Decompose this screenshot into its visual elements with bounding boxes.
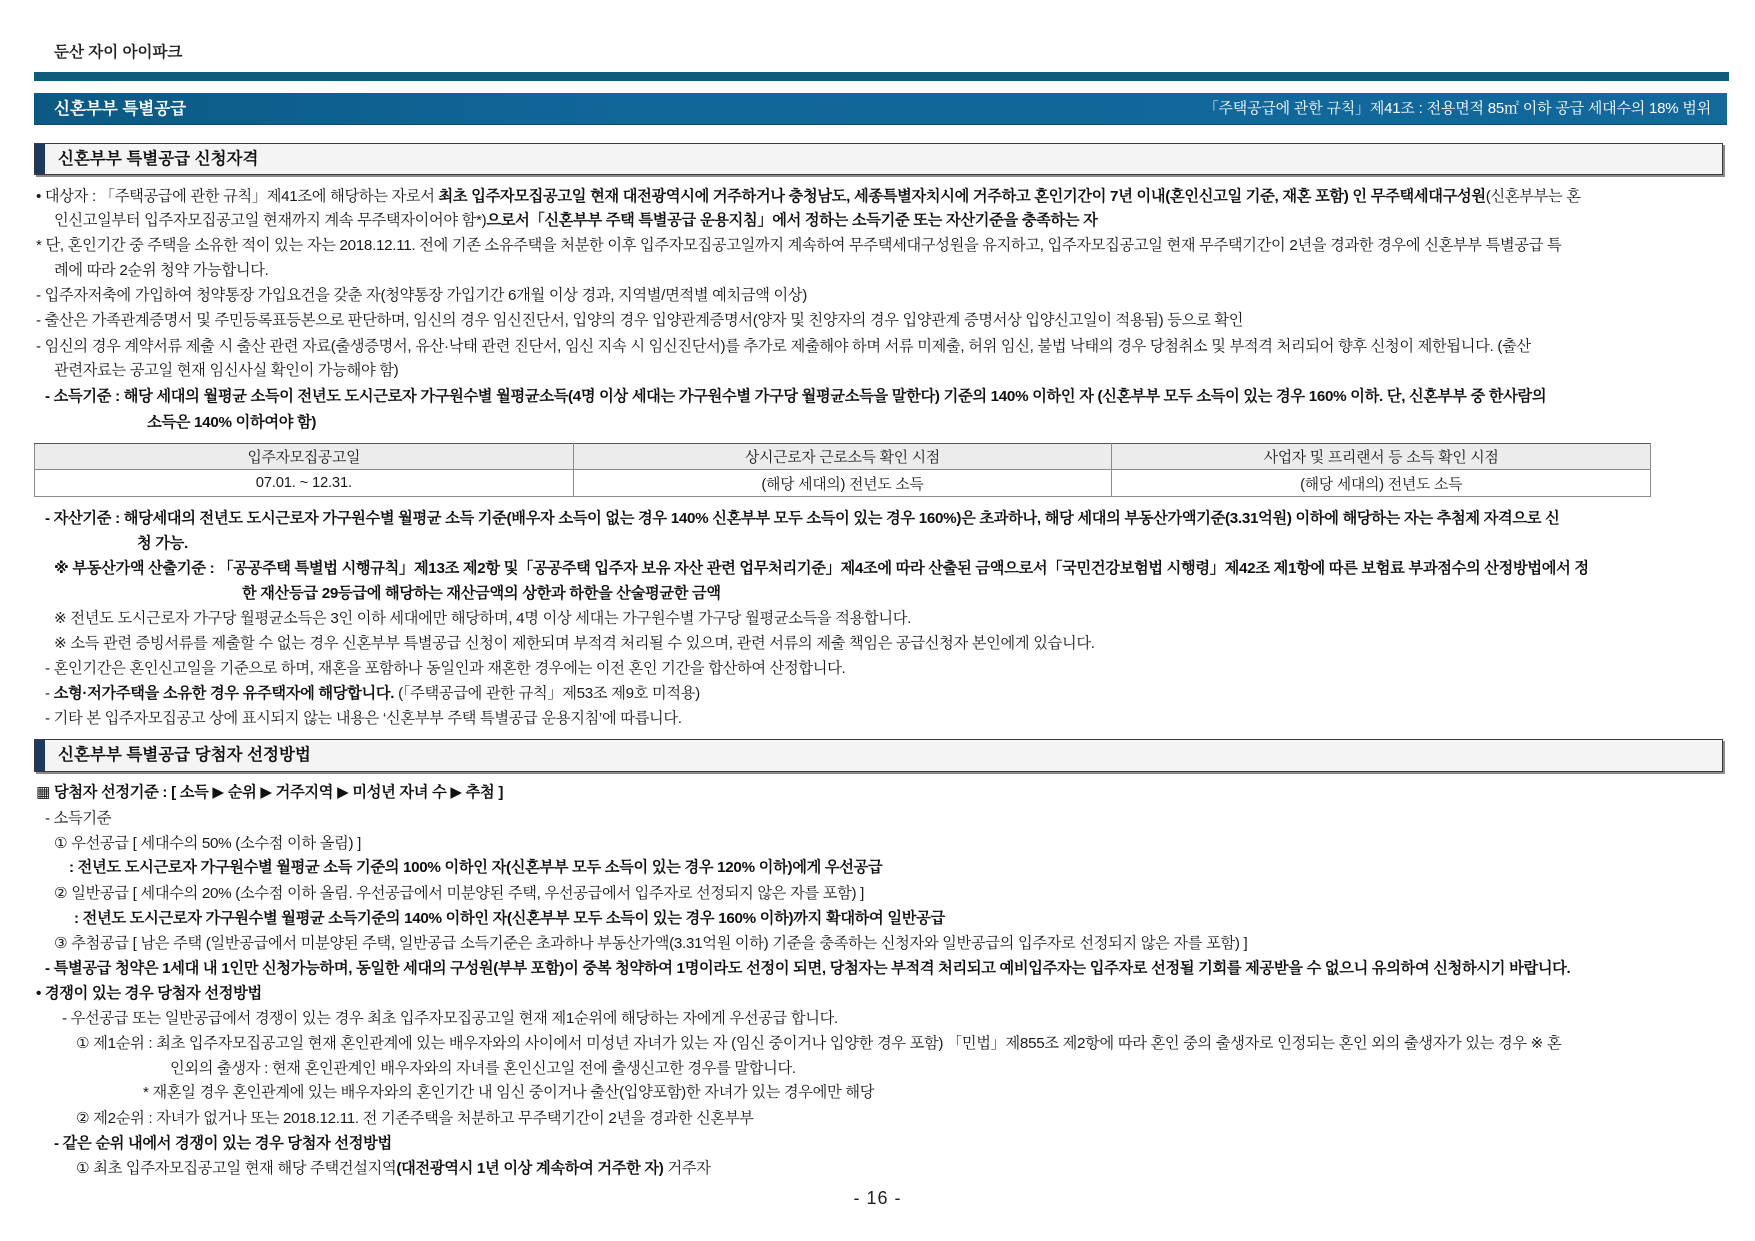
table-row — [35, 470, 1651, 497]
other-guideline-line — [45, 706, 1729, 731]
priority-supply-line — [54, 831, 1729, 856]
table-cell: (해당 세대의) 전년도 소득 — [573, 470, 1112, 497]
text-segment-bold: ▦ 당첨자 선정기준 : [ 소득 ▶ 순위 ▶ 거주지역 ▶ 미성년 자녀 수 ▶ 추첨 ] — [36, 784, 504, 801]
text-segment-bold: : 전년도 도시근로자 가구원수별 월평균 소득 기준의 100% 이하인 자(신혼부부 모두 소득이 있는 경우 120% 이하)에게 우선공급 — [69, 859, 883, 876]
eligibility-line-1 — [36, 184, 1729, 209]
lottery-supply-line — [54, 931, 1729, 956]
table-cell: 07.01. ~ 12.31. — [35, 470, 574, 497]
text-segment-bold: 소득은 140% 이하여야 함) — [147, 414, 317, 431]
text-segment: ② 제2순위 : 자녀가 없거나 또는 2018.12.11. 전 기존주택을 처분하고 무주택기간이 2년을 경과한 신혼부부 — [76, 1110, 754, 1127]
eligibility-heading: 신혼부부 특별공급 신청자격 — [58, 150, 259, 168]
regulation-note: 「주택공급에 관한 규칙」제41조 : 전용면적 85㎡ 이하 공급 세대수의 18% 범위 — [1203, 100, 1711, 117]
text-segment-bold: - 특별공급 청약은 1세대 내 1인만 신청가능하며, 동일한 세대의 구성원(부부 포함)이 중복 청약하여 1명이라도 선정이 되면, 당첨자는 부적격 처리되고 예비입주자는 입주자로 선정될 기회를 제공받을 수 없으니 유의하여 신청하시기 바랍니다. — [45, 960, 1571, 977]
header-rule — [34, 72, 1729, 81]
income-check-table — [34, 443, 1651, 497]
section-title-bar — [34, 93, 1727, 125]
text-segment-bold: 으로서「신혼부부 주택 특별공급 운용지침」에서 정하는 소득기준 또는 자산기준을 충족하는 자 — [486, 212, 1098, 229]
eligibility-line-6 — [36, 308, 1729, 333]
first-rank-line-2 — [170, 1056, 1729, 1081]
text-segment-bold: (대전광역시 1년 이상 계속하여 거주한 자) — [396, 1160, 664, 1177]
selection-criteria-line — [36, 780, 1729, 805]
general-supply-detail-line — [74, 906, 1729, 931]
competition-line-1 — [62, 1006, 1729, 1031]
text-segment-bold: - 같은 순위 내에서 경쟁이 있는 경우 당첨자 선정방법 — [54, 1135, 392, 1152]
text-segment-bold: 소형·저가주택을 소유한 경우 유주택자에 해당합니다. — [53, 685, 395, 702]
income-criteria-line-2 — [147, 410, 1729, 435]
text-segment: * 단, 혼인기간 중 주택을 소유한 적이 있는 자는 2018.12.11. 전에 기존 소유주택을 처분한 이후 입주자모집공고일까지 계속하여 무주택세대구성원을 유지하고, 입주자모집공고일 현재 무주택기간이 2년을 경과한 경우에 신혼부부 특별공급 특 — [36, 237, 1562, 254]
section-title: 신혼부부 특별공급 — [54, 100, 187, 118]
asset-criteria-line-1 — [45, 506, 1729, 531]
eligibility-line-8 — [54, 358, 1729, 383]
property-value-note-line-2 — [242, 581, 1729, 606]
competition-heading-line — [36, 981, 1729, 1006]
heading-accent — [35, 144, 45, 174]
eligibility-line-3 — [36, 233, 1729, 258]
text-segment: - 임신의 경우 계약서류 제출 시 출산 관련 자료(출생증명서, 유산·낙태 관련 진단서, 임신 지속 시 임신진단서)를 추가로 제출해야 하며 서류 미제출, 허위 임신, 불법 낙태의 경우 당첨취소 및 부적격 처리되어 향후 신청이 제한됩니다. (출산 — [36, 338, 1531, 355]
selection-heading: 신혼부부 특별공급 당첨자 선정방법 — [58, 746, 311, 764]
text-segment: 인신고일부터 입주자모집공고일 현재까지 계속 무주택자이어야 함*) — [54, 212, 487, 229]
table-header-cell: 입주자모집공고일 — [35, 444, 574, 470]
eligibility-heading-box — [34, 143, 1723, 175]
text-segment: - 혼인기간은 혼인신고일을 기준으로 하며, 재혼을 포함하나 동일인과 재혼한 경우에는 이전 혼인 기간을 합산하여 산정합니다. — [45, 660, 846, 677]
text-segment-bold: - 자산기준 : 해당세대의 전년도 도시근로자 가구원수별 월평균 소득 기준(배우자 소득이 없는 경우 140% 신혼부부 모두 소득이 있는 경우 160%)은 초과하나, 해당 세대의 부동산가액기준(3.31억원) 이하에 해당하는 자는 추첨제 자격으로 신 — [45, 510, 1560, 527]
eligibility-line-7 — [36, 334, 1729, 359]
same-rank-line-1 — [76, 1156, 1729, 1181]
text-segment-bold: • 경쟁이 있는 경우 당첨자 선정방법 — [36, 985, 262, 1002]
text-segment-bold: - 소득기준 : 해당 세대의 월평균 소득이 전년도 도시근로자 가구원수별 월평균소득(4명 이상 세대는 가구원수별 가구당 월평균소득을 말한다) 기준의 140% 이하인 자 (신혼부부 모두 소득이 있는 경우 160% 이하. 단, 신혼부부 중 한사람의 — [45, 388, 1547, 405]
table-header-cell: 상시근로자 근로소득 확인 시점 — [573, 444, 1112, 470]
same-rank-heading-line — [54, 1131, 1729, 1156]
text-segment-bold: : 전년도 도시근로자 가구원수별 월평균 소득기준의 140% 이하인 자(신혼부부 모두 소득이 있는 경우 160% 이하)까지 확대하여 일반공급 — [74, 910, 945, 927]
selection-line-2 — [45, 806, 1729, 831]
text-segment: 관련자료는 공고일 현재 임신사실 확인이 가능해야 함) — [54, 362, 399, 379]
text-segment: - 우선공급 또는 일반공급에서 경쟁이 있는 경우 최초 입주자모집공고일 현재 제1순위에 해당하는 자에게 우선공급 합니다. — [62, 1010, 838, 1027]
income-note-line — [54, 606, 1729, 631]
text-segment: (「주택공급에 관한 규칙」제53조 제9호 미적용) — [394, 685, 700, 702]
marriage-period-line — [45, 656, 1729, 681]
property-value-note-line-1 — [54, 556, 1729, 581]
text-segment: 인외의 출생자 : 현재 혼인관계인 배우자와의 자녀를 혼인신고일 전에 출생신고한 경우를 말합니다. — [170, 1060, 796, 1077]
text-segment: ③ 추첨공급 [ 남은 주택 (일반공급에서 미분양된 주택, 일반공급 소득기준은 초과하나 부동산가액(3.31억원 이하) 기준을 충족하는 신청자와 일반공급의 입주자로 선정되지 않은 자를 포함) ] — [54, 935, 1248, 952]
project-name: 둔산 자이 아이파크 — [54, 44, 183, 61]
income-criteria-line-1 — [45, 384, 1729, 409]
eligibility-line-5 — [36, 283, 1729, 308]
table-header-cell: 사업자 및 프리랜서 등 소득 확인 시점 — [1112, 444, 1651, 470]
text-segment: ※ 소득 관련 증빙서류를 제출할 수 없는 경우 신혼부부 특별공급 신청이 제한되며 부적격 처리될 수 있으며, 관련 서류의 제출 책임은 공급신청자 본인에게 있습니다. — [54, 635, 1095, 652]
page-number: - 16 - — [853, 1188, 902, 1208]
asset-criteria-line-2 — [137, 531, 1729, 556]
text-segment-bold: 한 재산등급 29등급에 해당하는 재산금액의 상한과 하한을 산술평균한 금액 — [242, 585, 721, 602]
text-segment-bold: 청 가능. — [137, 535, 188, 552]
duplicate-application-warning — [45, 956, 1729, 981]
selection-heading-box — [34, 739, 1723, 772]
text-segment: - 출산은 가족관계증명서 및 주민등록표등본으로 판단하며, 임신의 경우 임신진단서, 입양의 경우 입양관계증명서(양자 및 친양자의 경우 입양관계 증명서상 입양신고일이 적용됨) 등으로 확인 — [36, 312, 1244, 329]
text-segment: - — [45, 685, 54, 702]
text-segment: (신혼부부는 혼 — [1485, 188, 1581, 205]
text-segment: ① 우선공급 [ 세대수의 50% (소수점 이하 올림) ] — [54, 835, 362, 852]
text-segment: • 대상자 : 「주택공급에 관한 규칙」제41조에 해당하는 자로서 — [36, 188, 439, 205]
text-segment: ① 최초 입주자모집공고일 현재 해당 주택건설지역 — [76, 1160, 397, 1177]
priority-supply-detail-line — [69, 855, 1729, 880]
text-segment: * 재혼일 경우 혼인관계에 있는 배우자와의 혼인기간 내 임신 중이거나 출산(입양포함)한 자녀가 있는 경우에만 해당 — [143, 1084, 875, 1101]
text-segment: ※ 전년도 도시근로자 가구당 월평균소득은 3인 이하 세대에만 해당하며, 4명 이상 세대는 가구원수별 가구당 월평균소득을 적용합니다. — [54, 610, 912, 627]
document-note-line — [54, 631, 1729, 656]
text-segment: ② 일반공급 [ 세대수의 20% (소수점 이하 올림. 우선공급에서 미분양된 주택, 우선공급에서 입주자로 선정되지 않은 자를 포함) ] — [54, 885, 865, 902]
first-rank-line-1 — [76, 1031, 1729, 1056]
heading-accent — [35, 740, 45, 771]
eligibility-line-2 — [54, 208, 1729, 233]
second-rank-line — [76, 1106, 1729, 1131]
text-segment: ① 제1순위 : 최초 입주자모집공고일 현재 혼인관계에 있는 배우자와의 사이에서 미성년 자녀가 있는 자 (임신 중이거나 입양한 경우 포함) 「민법」제855조 제2항에 따라 혼인 중의 출생자로 인정되는 혼인 외의 출생자가 있는 경우 ※ 혼 — [76, 1035, 1562, 1052]
text-segment: - 기타 본 입주자모집공고 상에 표시되지 않는 내용은 ‘신혼부부 주택 특별공급 운용지침’에 따릅니다. — [45, 710, 682, 727]
text-segment: - 소득기준 — [45, 810, 112, 827]
general-supply-line — [54, 881, 1729, 906]
small-house-line — [45, 681, 1729, 706]
text-segment-bold: ※ 부동산가액 산출기준 : 「공공주택 특별법 시행규칙」제13조 제2항 및「공공주택 입주자 보유 자산 관련 업무처리기준」제4조에 따라 산출된 금액으로서「국민건강보험법 시행령」제42조 제1항에 따른 보험료 부과점수의 산정방법에서 정 — [54, 560, 1589, 577]
eligibility-line-4 — [54, 258, 1729, 283]
table-header-row — [35, 444, 1651, 470]
text-segment: - 입주자저축에 가입하여 청약통장 가입요건을 갖춘 자(청약통장 가입기간 6개월 이상 경과, 지역별/면적별 예치금액 이상) — [36, 287, 808, 304]
text-segment-bold: 최초 입주자모집공고일 현재 대전광역시에 거주하거나 충청남도, 세종특별자치시에 거주하고 혼인기간이 7년 이내(혼인신고일 기준, 재혼 포함) 인 무주택세대구성원 — [438, 188, 1486, 205]
text-segment: 거주자 — [663, 1160, 711, 1177]
table-cell: (해당 세대의) 전년도 소득 — [1112, 470, 1651, 497]
text-segment: 례에 따라 2순위 청약 가능합니다. — [54, 262, 269, 279]
remarriage-note-line — [143, 1080, 1729, 1105]
